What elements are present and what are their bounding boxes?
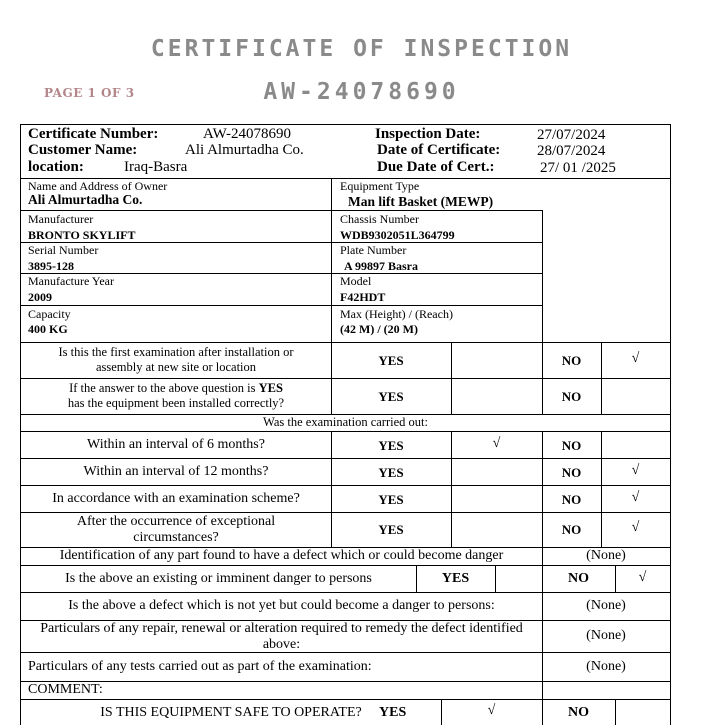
owner-label: Name and Address of Owner bbox=[28, 179, 168, 193]
exceptional-line-2: circumstances? bbox=[133, 530, 219, 545]
scheme-no-checkmark: √ bbox=[631, 490, 640, 505]
scheme-no: NO bbox=[561, 492, 582, 507]
repair-line-1: Particulars of any repair, renewal or alteration required to remedy the defect identified bbox=[40, 621, 523, 636]
exceptional-no: NO bbox=[561, 522, 582, 537]
examination-carried-out-heading: Was the examination carried out: bbox=[263, 415, 428, 429]
model-label: Model bbox=[340, 274, 372, 288]
serial-label: Serial Number bbox=[28, 243, 99, 257]
equipment-type-label: Equipment Type bbox=[340, 179, 420, 193]
column-divider bbox=[331, 178, 332, 342]
repair-line-2: above: bbox=[262, 637, 301, 652]
danger-persons-question: Is the above an existing or imminent danger to persons bbox=[65, 571, 372, 586]
page-indicator: PAGE 1 OF 3 bbox=[44, 86, 135, 100]
serial-value: 3895-128 bbox=[28, 259, 74, 273]
six-month-yes: YES bbox=[378, 438, 404, 453]
year-value: 2009 bbox=[28, 290, 52, 304]
installed-yes: YES bbox=[378, 389, 404, 404]
capacity-value: 400 KG bbox=[28, 322, 68, 336]
inspection-form bbox=[20, 124, 671, 725]
chassis-label: Chassis Number bbox=[340, 212, 419, 226]
installed-no: NO bbox=[561, 389, 582, 404]
scheme-yes: YES bbox=[378, 492, 404, 507]
danger-persons-no: NO bbox=[568, 571, 589, 586]
comment-label: COMMENT: bbox=[28, 682, 103, 697]
inspection-date-label: Inspection Date: bbox=[375, 126, 481, 142]
danger-persons-no-checkmark: √ bbox=[638, 570, 647, 585]
row-divider bbox=[21, 342, 670, 343]
safe-yes-checkmark: √ bbox=[487, 703, 496, 718]
column-divider bbox=[615, 699, 616, 725]
six-month-no: NO bbox=[561, 438, 582, 453]
manufacturer-value: BRONTO SKYLIFT bbox=[28, 228, 136, 242]
repair-particulars-answer: (None) bbox=[586, 628, 626, 643]
scheme-question: In accordance with an examination scheme? bbox=[52, 491, 300, 506]
first-exam-yes: YES bbox=[378, 353, 404, 368]
tests-particulars-question: Particulars of any tests carried out as part of the examination: bbox=[28, 659, 372, 674]
six-month-yes-checkmark: √ bbox=[492, 436, 501, 451]
exceptional-no-checkmark: √ bbox=[631, 520, 640, 535]
row-divider bbox=[21, 512, 670, 513]
row-divider bbox=[21, 210, 542, 211]
certificate-date-label: Date of Certificate: bbox=[377, 142, 501, 158]
installed-line-1: If the answer to the above question is bbox=[69, 381, 259, 395]
twelve-month-yes: YES bbox=[378, 465, 404, 480]
first-exam-no: NO bbox=[561, 353, 582, 368]
model-value: F42HDT bbox=[340, 290, 386, 304]
owner-value: Ali Almurtadha Co. bbox=[28, 192, 143, 207]
first-exam-no-checkmark: √ bbox=[631, 351, 640, 366]
future-defect-question: Is the above a defect which is not yet but could become a danger to persons: bbox=[68, 598, 495, 613]
reach-label: Max (Height) / (Reach) bbox=[340, 307, 453, 321]
installed-question bbox=[21, 381, 331, 411]
row-divider bbox=[21, 305, 542, 306]
due-date-label: Due Date of Cert.: bbox=[377, 159, 495, 175]
row-divider bbox=[21, 458, 670, 459]
row-divider bbox=[21, 378, 670, 379]
column-divider bbox=[542, 210, 543, 342]
row-divider bbox=[21, 592, 670, 593]
twelve-month-no-checkmark: √ bbox=[631, 463, 640, 478]
row-divider bbox=[21, 699, 670, 700]
reach-value: (42 M) / (20 M) bbox=[340, 322, 418, 336]
certificate-title: CERTIFICATE OF INSPECTION bbox=[150, 36, 573, 62]
first-exam-question bbox=[21, 345, 331, 375]
cert-number-value: AW-24078690 bbox=[203, 126, 291, 142]
manufacturer-label: Manufacturer bbox=[28, 212, 94, 226]
tests-particulars-answer: (None) bbox=[586, 659, 626, 674]
first-exam-line-1: Is this the first examination after installation or bbox=[58, 345, 294, 359]
column-divider bbox=[495, 565, 496, 592]
customer-label: Customer Name: bbox=[28, 142, 138, 158]
defect-identification-question: Identification of any part found to have a defect which or could become danger bbox=[59, 548, 504, 563]
cert-number-label: Certificate Number: bbox=[28, 126, 159, 142]
safe-yes: YES bbox=[379, 705, 407, 720]
location-value: Iraq-Basra bbox=[124, 159, 188, 175]
safe-no: NO bbox=[568, 705, 589, 720]
capacity-label: Capacity bbox=[28, 307, 71, 321]
location-label: location: bbox=[28, 159, 84, 175]
plate-label: Plate Number bbox=[340, 243, 407, 257]
row-divider bbox=[21, 681, 670, 682]
certificate-code-heading: AW-24078690 bbox=[263, 79, 460, 105]
column-divider bbox=[451, 342, 452, 414]
chassis-value: WDB9302051L364799 bbox=[340, 228, 455, 242]
customer-value: Ali Almurtadha Co. bbox=[185, 142, 304, 158]
row-divider bbox=[21, 431, 670, 432]
first-exam-line-2: assembly at new site or location bbox=[95, 360, 257, 374]
safe-to-operate-question: IS THIS EQUIPMENT SAFE TO OPERATE? bbox=[100, 705, 362, 720]
row-divider bbox=[21, 485, 670, 486]
defect-identification-answer: (None) bbox=[586, 548, 626, 563]
twelve-month-no: NO bbox=[561, 465, 582, 480]
six-month-question: Within an interval of 6 months? bbox=[87, 437, 265, 452]
row-divider bbox=[21, 565, 670, 566]
due-date-value: 27/ 01 /2025 bbox=[540, 160, 616, 176]
exceptional-question bbox=[21, 514, 331, 546]
year-label: Manufacture Year bbox=[28, 274, 114, 288]
inspection-date-value: 27/07/2024 bbox=[537, 127, 606, 143]
installed-yes-emphasis: YES bbox=[258, 381, 283, 395]
twelve-month-question: Within an interval of 12 months? bbox=[83, 464, 269, 479]
exceptional-line-1: After the occurrence of exceptional bbox=[76, 514, 276, 529]
plate-value: A 99897 Basra bbox=[344, 259, 419, 273]
future-defect-answer: (None) bbox=[586, 598, 626, 613]
installed-line-2: has the equipment been installed correctly? bbox=[67, 396, 285, 410]
exceptional-yes: YES bbox=[378, 522, 404, 537]
danger-persons-yes: YES bbox=[441, 571, 470, 586]
equipment-type-value: Man lift Basket (MEWP) bbox=[348, 194, 494, 209]
certificate-date-value: 28/07/2024 bbox=[537, 143, 606, 159]
repair-particulars-question bbox=[21, 621, 542, 653]
